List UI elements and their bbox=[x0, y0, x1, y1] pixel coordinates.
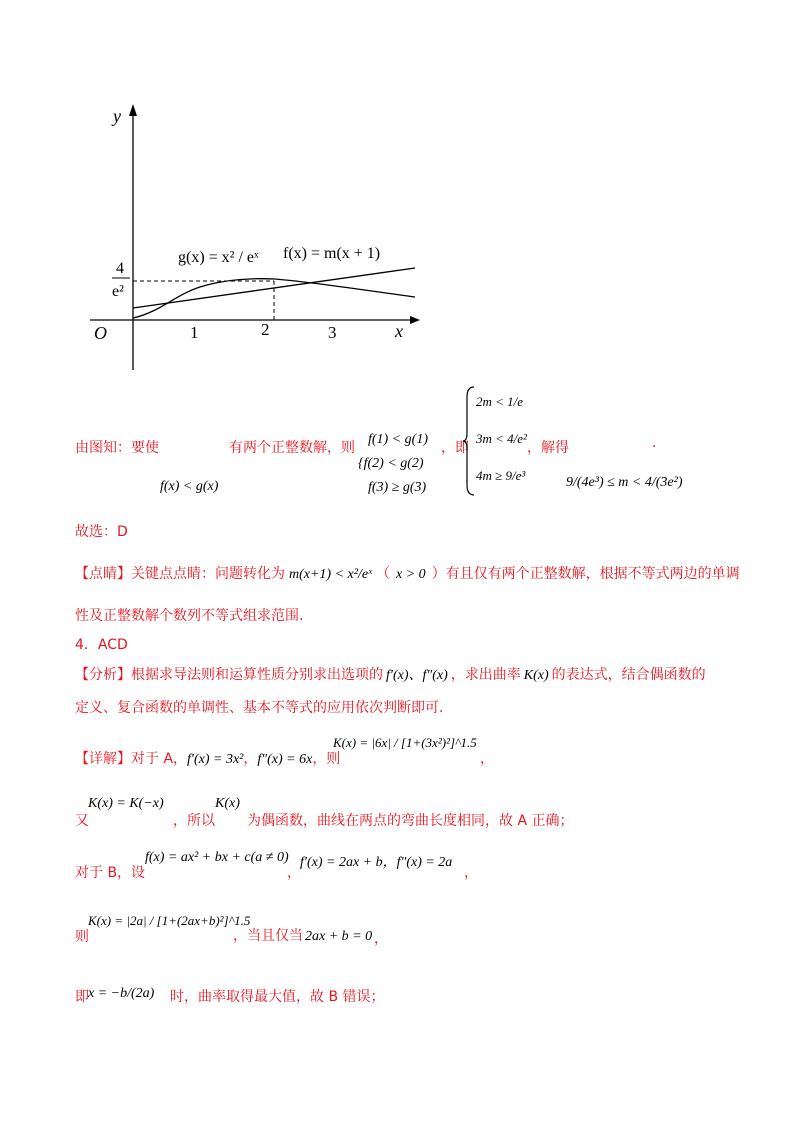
q4-b-end: ， bbox=[464, 865, 478, 881]
x-axis-arrow bbox=[410, 316, 420, 324]
q4-b-comma: ， bbox=[287, 865, 301, 881]
x-tick-3: 3 bbox=[328, 323, 337, 342]
q4-analysis-text-3: 的表达式，结合偶函数的 bbox=[551, 667, 706, 683]
q4-analysis-derivatives: f′(x)、f″(x) bbox=[386, 668, 448, 683]
analysis-condition: f(x) < g(x) bbox=[160, 479, 219, 494]
q4-condition-end: ， bbox=[374, 931, 388, 947]
y-axis-label: y bbox=[113, 106, 121, 126]
q4-detail-a-line bbox=[75, 748, 340, 768]
x-tick-2: 2 bbox=[261, 320, 270, 339]
inequality-list bbox=[358, 428, 428, 500]
q4-condition-equation: 2ax + b = 0 bbox=[305, 929, 373, 944]
analysis-solve: ，解得 bbox=[527, 440, 569, 456]
system-line-1: 2m < 1/e bbox=[476, 394, 524, 409]
q4-b-derivatives: f′(x) = 2ax + b，f″(x) = 2a bbox=[300, 855, 453, 870]
q4-you: 又 bbox=[75, 813, 89, 829]
key-point-paren-open: （ bbox=[376, 566, 391, 582]
analysis-period: . bbox=[652, 435, 657, 451]
analysis-has-two: 有两个正整数解，则 bbox=[229, 440, 355, 456]
q4-dangqie: ，当且仅当 bbox=[233, 928, 303, 944]
f-function-label: f(x) = m(x + 1) bbox=[283, 245, 381, 262]
q4-suoyi: ，所以 bbox=[173, 813, 215, 829]
y-mark-denominator: e² bbox=[112, 283, 124, 300]
inequality-2: {f(2) < g(2) bbox=[358, 456, 424, 471]
key-point-expression: m(x+1) < x²/eˣ bbox=[289, 567, 373, 582]
q4-ji: 即 bbox=[75, 989, 89, 1005]
key-point-condition: x > 0 bbox=[396, 567, 426, 582]
system-brace bbox=[462, 385, 476, 497]
y-axis-arrow bbox=[129, 104, 137, 116]
q4-a-end: ， bbox=[480, 751, 494, 767]
system-line-2: 3m < 4/e² bbox=[476, 431, 527, 446]
q4-a-first-derivative: f′(x) = 3x² bbox=[187, 752, 244, 767]
function-graph bbox=[85, 100, 425, 375]
key-point-text-1: 关键点点睛：问题转化为 bbox=[131, 566, 285, 582]
q4-even-text: 为偶函数，曲线在两点的弯曲长度相同，故 A 正确； bbox=[247, 813, 574, 829]
q4-analysis-line-2: 定义、复合函数的单调性、基本不等式的应用依次判断即可. bbox=[75, 700, 444, 716]
q4-detail-a-label: 对于 A， bbox=[131, 751, 188, 767]
x-tick-1: 1 bbox=[190, 323, 199, 342]
q4-b-curvature: K(x) = |2a| / [1+(2ax+b)²]^1.5 bbox=[88, 913, 251, 928]
system-equations bbox=[476, 384, 527, 494]
x-axis-label: x bbox=[395, 321, 403, 341]
q4-b-function: f(x) = ax² + bx + c(a ≠ 0) bbox=[145, 850, 289, 865]
q4-analysis-line-1 bbox=[75, 664, 706, 684]
key-point-line-1 bbox=[75, 563, 740, 583]
q4-a-curvature: K(x) = |6x| / [1+(3x²)²]^1.5 bbox=[333, 735, 477, 750]
key-point-line-2: 性及正整数解个数列不等式组求范围. bbox=[75, 608, 304, 624]
q4-analysis-text-1: 根据求导法则和运算性质分别求出选项的 bbox=[131, 667, 383, 683]
q4-a-comma: ， bbox=[243, 751, 258, 767]
inequality-1: f(1) < g(1) bbox=[368, 432, 428, 447]
key-point-text-2: 有且仅有两个正整数解，根据不等式两边的单调 bbox=[445, 566, 740, 582]
q4-analysis-text-2: ，求出曲率 bbox=[450, 667, 521, 683]
q4-kx: K(x) bbox=[215, 796, 240, 811]
q4-analysis-tag: 【分析】 bbox=[75, 667, 131, 683]
q4-a-ze: ，则 bbox=[312, 751, 341, 767]
q4-ze: 则 bbox=[75, 929, 89, 945]
key-point-paren-close: ） bbox=[431, 566, 446, 582]
analysis-intro: 由图知：要使 bbox=[75, 440, 159, 456]
answer-line: 故选：D bbox=[75, 524, 128, 540]
g-function-label: g(x) = x² / eˣ bbox=[178, 249, 259, 266]
q4-a-second-derivative: f″(x) = 6x bbox=[257, 752, 313, 767]
q4-analysis-kx: K(x) bbox=[523, 668, 549, 683]
y-mark-numerator: 4 bbox=[116, 260, 124, 277]
system-line-3: 4m ≥ 9/e³ bbox=[476, 468, 526, 483]
q4-detail-tag: 【详解】 bbox=[75, 751, 131, 767]
q4-even-equation: K(x) = K(−x) bbox=[88, 796, 164, 811]
origin-label: O bbox=[94, 323, 107, 343]
q4-number: 4．ACD bbox=[75, 637, 128, 653]
key-point-tag: 【点睛】 bbox=[75, 566, 131, 582]
q4-x-equation: x = −b/(2a) bbox=[88, 986, 155, 1001]
q4-conclusion: 时，曲率取得最大值，故 B 错误； bbox=[170, 989, 385, 1005]
inequality-3: f(3) ≥ g(3) bbox=[368, 480, 427, 495]
analysis-result: 9/(4e³) ≤ m < 4/(3e²) bbox=[566, 475, 683, 490]
q4-b-label: 对于 B，设 bbox=[75, 865, 146, 881]
analysis-ji: ，即 bbox=[441, 440, 469, 456]
